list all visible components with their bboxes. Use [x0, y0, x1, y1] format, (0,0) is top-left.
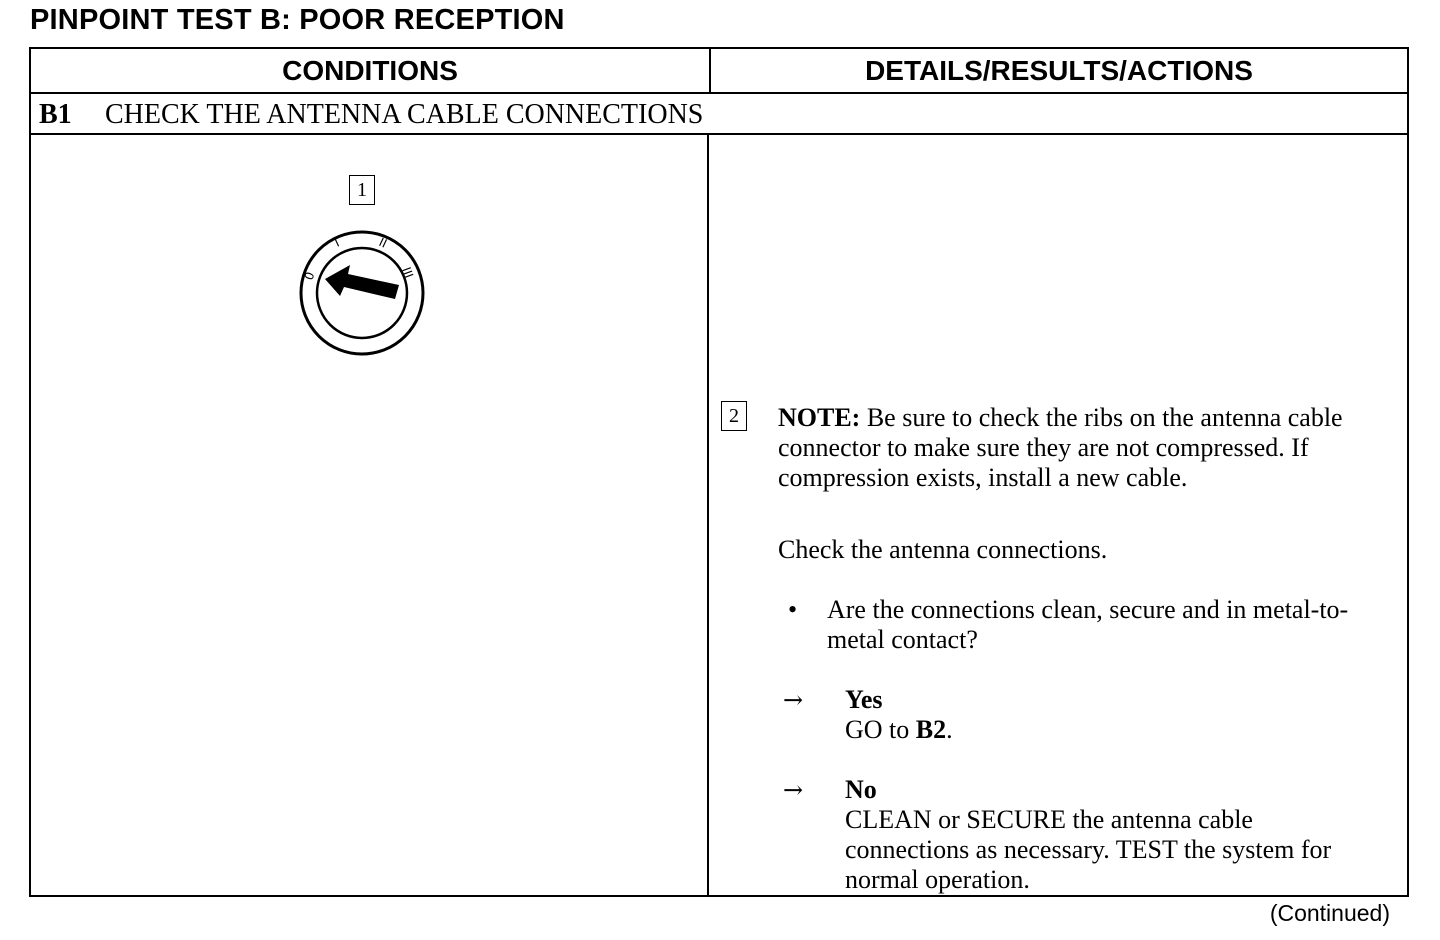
- note-paragraph: [778, 403, 1378, 493]
- ignition-switch-icon: [298, 225, 434, 361]
- switch-position-0: 0: [301, 270, 318, 283]
- answer-yes-action-suffix: .: [946, 715, 953, 744]
- header-column-divider: [709, 49, 711, 92]
- answer-no: [845, 775, 1375, 895]
- step-row: [39, 96, 703, 134]
- instruction-text: Check the antenna connections.: [778, 535, 1108, 564]
- column-header-conditions: CONDITIONS: [282, 55, 458, 86]
- pinpoint-test-table: [29, 47, 1409, 897]
- answer-yes-label: Yes: [845, 685, 883, 714]
- callout-1: 1: [349, 175, 375, 205]
- switch-position-2: II: [376, 235, 390, 251]
- answer-no-action: CLEAN or SECURE the antenna cable connections as necessary. TEST the system for normal operation.: [845, 805, 1332, 894]
- column-header-details: DETAILS/RESULTS/ACTIONS: [865, 55, 1253, 86]
- switch-position-1: I: [332, 235, 342, 250]
- page-title: PINPOINT TEST B: POOR RECEPTION: [30, 4, 565, 36]
- bullet-icon: •: [788, 595, 798, 624]
- answer-yes-action: [845, 715, 1385, 745]
- header-divider: [31, 92, 1407, 94]
- callout-2: 2: [721, 401, 747, 431]
- arrow-right-icon: →: [783, 776, 804, 804]
- arrow-right-icon: →: [783, 686, 804, 714]
- step-divider: [31, 133, 1407, 135]
- body-column-divider: [707, 135, 709, 895]
- answer-yes: [845, 685, 1385, 745]
- step-number: B1: [39, 99, 72, 130]
- switch-position-3: III: [399, 265, 416, 281]
- step-title: CHECK THE ANTENNA CABLE CONNECTIONS: [105, 99, 704, 130]
- note-label: NOTE:: [778, 403, 861, 432]
- answer-yes-target: B2: [915, 715, 947, 744]
- question-text: Are the connections clean, secure and in metal-to-metal contact?: [827, 595, 1349, 654]
- note-text: Be sure to check the ribs on the antenna cable connector to make sure they are not compressed. If compression exists, install a new cable.: [778, 403, 1343, 492]
- continued-label: (Continued): [1269, 900, 1390, 926]
- answer-no-label: No: [845, 775, 877, 804]
- answer-yes-action-prefix: GO to: [845, 715, 916, 744]
